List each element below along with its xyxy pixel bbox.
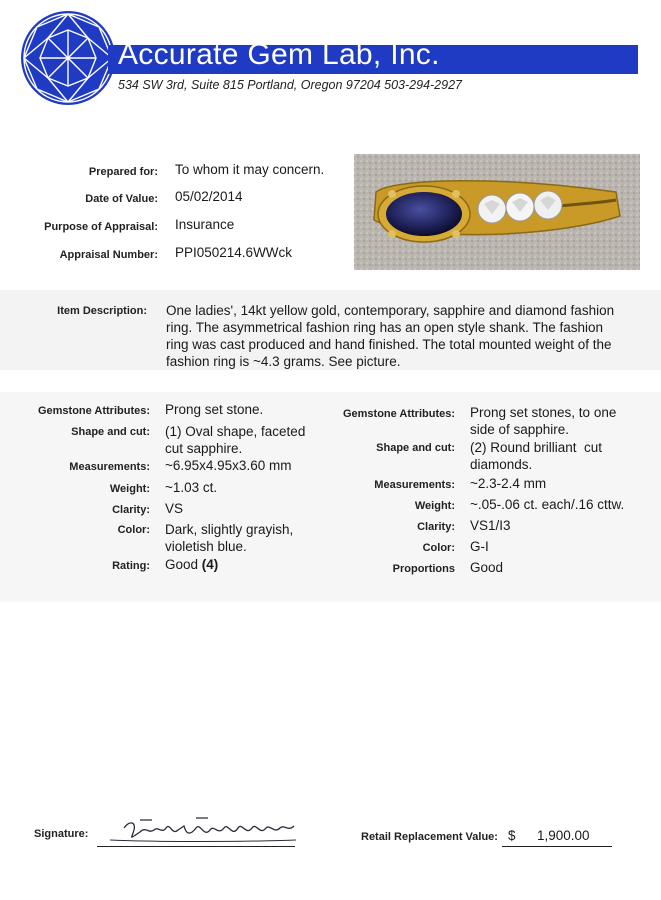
prepared-for-label: Prepared for: xyxy=(88,166,158,178)
rating-text: Good xyxy=(165,557,202,572)
date-of-value: 05/02/2014 xyxy=(175,189,243,204)
left-weight-value: ~1.03 ct. xyxy=(165,480,218,495)
left-shape-line2: cut sapphire. xyxy=(165,441,243,456)
ring-photo xyxy=(354,154,640,270)
right-color-value: G-I xyxy=(470,539,489,554)
appraisal-number-label: Appraisal Number: xyxy=(59,249,158,261)
rating-number: (4) xyxy=(201,557,219,572)
right-proportions-label: Proportions xyxy=(392,563,455,575)
right-color-label: Color: xyxy=(422,542,455,554)
right-shape-line1: (2) Round brilliant cut xyxy=(470,440,603,455)
retail-value-line xyxy=(502,846,612,847)
item-description-line: fashion ring is ~4.3 grams. See picture. xyxy=(166,354,401,369)
left-clarity-value: VS xyxy=(165,501,184,516)
left-weight-label: Weight: xyxy=(109,483,150,495)
right-attributes-line1: Prong set stones, to one xyxy=(470,405,617,420)
item-description-line: ring. The asymmetrical fashion ring has an open style shank. The fashion xyxy=(166,320,603,335)
item-description-label: Item Description: xyxy=(57,305,147,317)
date-of-value-label: Date of Value: xyxy=(85,193,158,205)
retail-value-label: Retail Replacement Value: xyxy=(361,831,498,843)
company-name: Accurate Gem Lab, Inc. xyxy=(118,38,440,71)
handwritten-signature xyxy=(100,812,300,848)
left-clarity-label: Clarity: xyxy=(112,504,150,516)
left-attributes-label: Gemstone Attributes: xyxy=(37,405,150,417)
left-measurements-label: Measurements: xyxy=(69,461,150,473)
right-attributes-label: Gemstone Attributes: xyxy=(342,408,455,420)
left-rating-label: Rating: xyxy=(112,560,150,572)
appraisal-number: PPI050214.6WWck xyxy=(175,245,293,260)
currency-symbol: $ xyxy=(508,828,516,843)
left-color-line2: violetish blue. xyxy=(165,539,247,554)
signature-line xyxy=(97,846,295,847)
gem-logo-icon xyxy=(18,8,118,108)
prepared-for-value: To whom it may concern. xyxy=(175,162,325,177)
item-description-line: ring was cast produced and hand finished. The total mounted weight of the xyxy=(166,337,612,352)
signature-label: Signature: xyxy=(34,828,89,840)
right-proportions-value: Good xyxy=(470,560,504,575)
right-measurements-label: Measurements: xyxy=(374,479,455,491)
left-shape-label: Shape and cut: xyxy=(71,426,150,438)
right-weight-label: Weight: xyxy=(414,500,455,512)
right-clarity-label: Clarity: xyxy=(417,521,455,533)
retail-value-amount: 1,900.00 xyxy=(537,828,590,843)
item-description-line: One ladies', 14kt yellow gold, contemporary, sapphire and diamond fashion xyxy=(166,303,615,318)
left-attributes-value: Prong set stone. xyxy=(165,402,264,417)
left-shape-line1: (1) Oval shape, faceted xyxy=(165,424,306,439)
left-color-label: Color: xyxy=(117,524,150,536)
purpose-label: Purpose of Appraisal: xyxy=(44,221,158,233)
ring-image xyxy=(354,154,640,270)
left-rating-value xyxy=(165,557,218,573)
right-attributes-line2: side of sapphire. xyxy=(470,422,570,437)
right-clarity-value: VS1/I3 xyxy=(470,518,511,533)
left-color-line1: Dark, slightly grayish, xyxy=(165,522,294,537)
right-measurements-value: ~2.3-2.4 mm xyxy=(470,476,547,491)
right-shape-line2: diamonds. xyxy=(470,457,533,472)
purpose-value: Insurance xyxy=(175,217,235,232)
left-measurements-value: ~6.95x4.95x3.60 mm xyxy=(165,458,292,473)
right-shape-label: Shape and cut: xyxy=(376,442,455,454)
company-address: 534 SW 3rd, Suite 815 Portland, Oregon 97204 503-294-2927 xyxy=(118,78,462,92)
right-weight-value: ~.05-.06 ct. each/.16 cttw. xyxy=(470,497,625,512)
